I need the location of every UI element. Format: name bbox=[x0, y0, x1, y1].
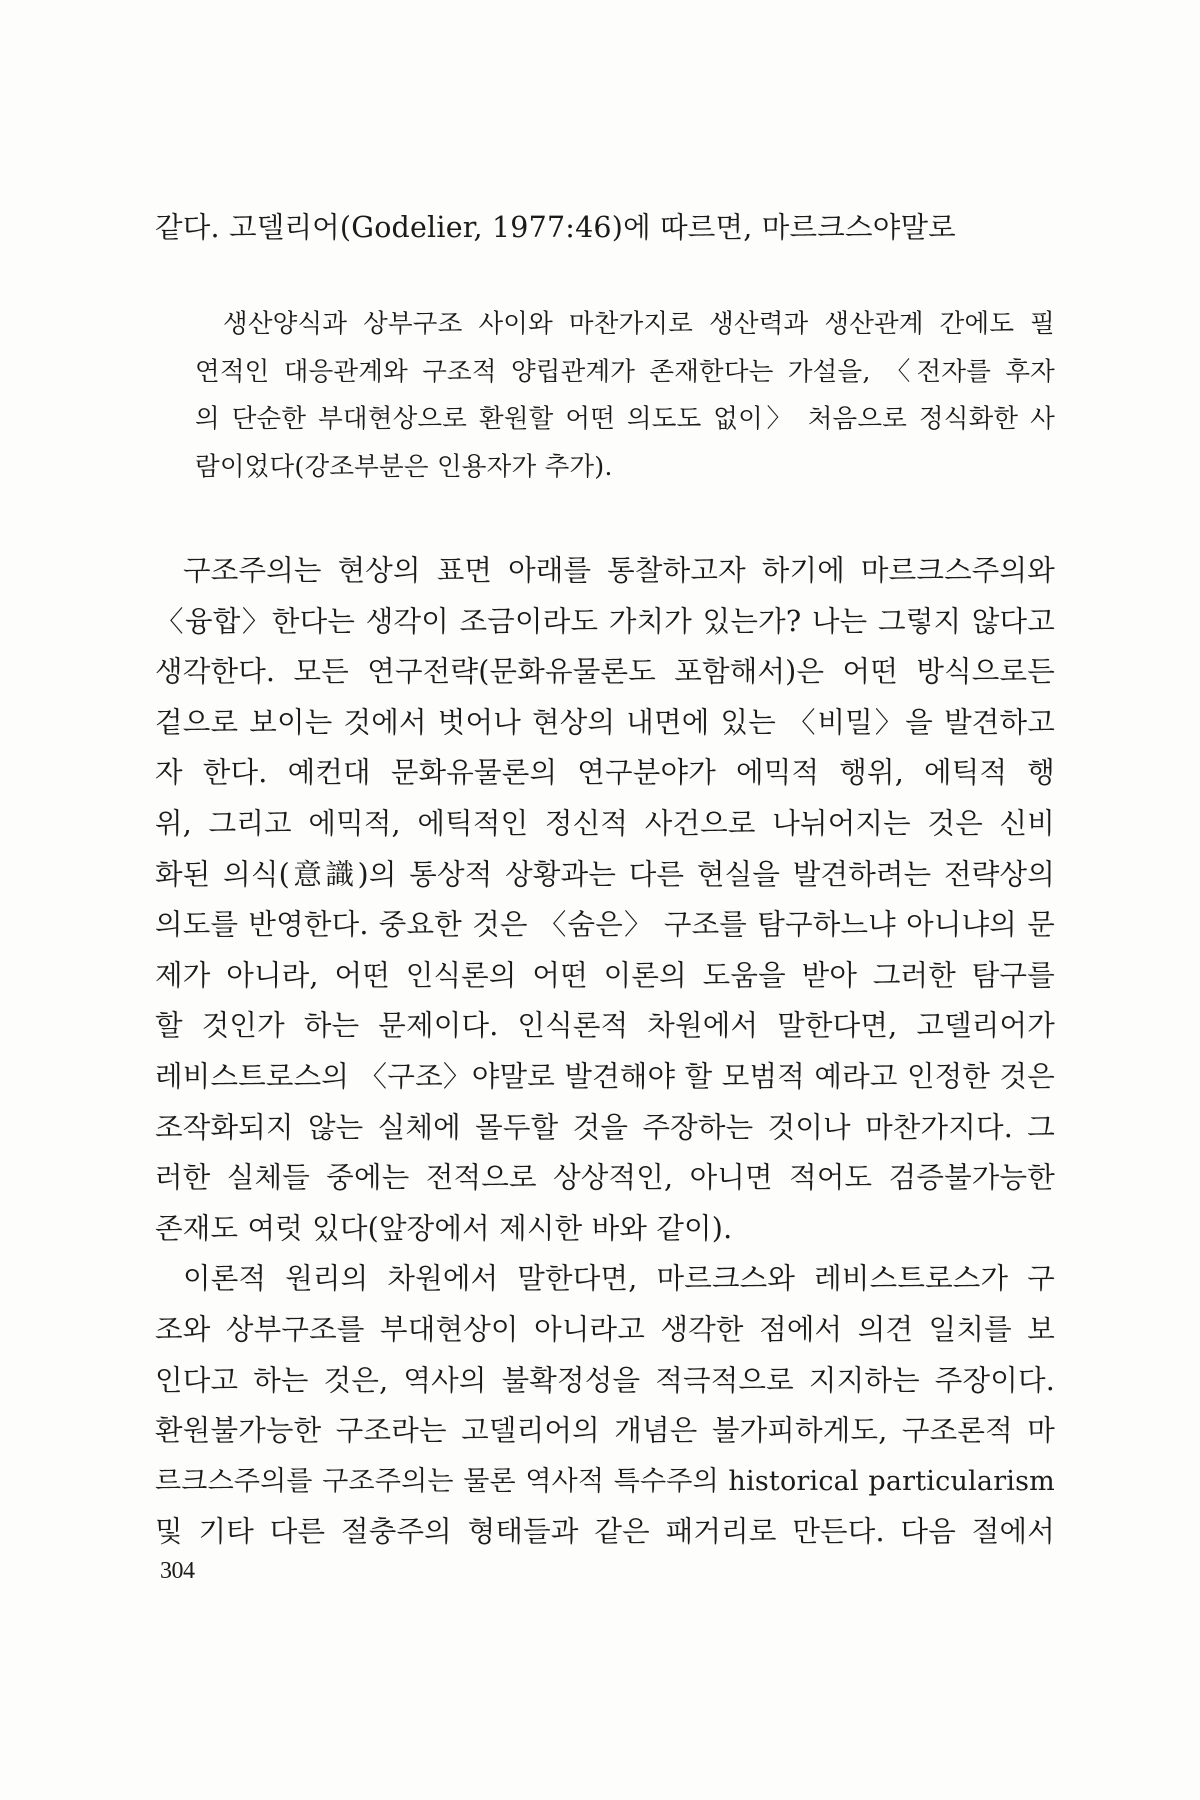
text-line: 존재도 여럿 있다(앞장에서 제시한 바와 같이). bbox=[155, 1211, 733, 1245]
text-line: 조작화되지 않는 실체에 몰두할 것을 주장하는 것이나 마찬가지다. 그 bbox=[155, 1110, 1055, 1144]
page-body bbox=[155, 205, 1055, 1558]
paragraph bbox=[155, 1254, 1055, 1558]
text-line: 이론적 원리의 차원에서 말한다면, 마르크스와 레비스트로스가 구 bbox=[183, 1262, 1055, 1296]
text-line: 제가 아니라, 어떤 인식론의 어떤 이론의 도움을 받아 그러한 탐구를 bbox=[155, 958, 1055, 992]
quote-line: 람이었다(강조부분은 인용자가 추가). bbox=[195, 451, 613, 482]
page-number: 304 bbox=[160, 1558, 195, 1584]
text-line: 생각한다. 모든 연구전략(문화유물론도 포함해서)은 어떤 방식으로든 bbox=[155, 655, 1055, 689]
text-line: 겉으로 보이는 것에서 벗어나 현상의 내면에 있는 〈비밀〉을 발견하고 bbox=[155, 705, 1055, 739]
text-line: 의도를 반영한다. 중요한 것은 〈숨은〉 구조를 탐구하느냐 아니냐의 문 bbox=[155, 908, 1055, 942]
quote-line: 의 단순한 부대현상으로 환원할 어떤 의도도 없이〉 처음으로 정식화한 사 bbox=[195, 404, 1055, 434]
text-line: 위, 그리고 에믹적, 에틱적인 정신적 사건으로 나뉘어지는 것은 신비 bbox=[155, 806, 1055, 840]
quote-line: 연적인 대응관계와 구조적 양립관계가 존재한다는 가설을, 〈전자를 후자 bbox=[195, 356, 1055, 387]
text-line: 레비스트로스의 〈구조〉야말로 발견해야 할 모범적 예라고 인정한 것은 bbox=[155, 1059, 1055, 1093]
text-line: 〈융합〉한다는 생각이 조금이라도 가치가 있는가? 나는 그렇지 않다고 bbox=[155, 604, 1055, 638]
text-line: 같다. 고델리어(Godelier, 1977:46)에 따르면, 마르크스야말로 bbox=[155, 211, 956, 244]
text-line: 할 것인가 하는 문제이다. 인식론적 차원에서 말한다면, 고델리어가 bbox=[155, 1009, 1055, 1043]
text-line: 화된 의식(意識)의 통상적 상황과는 다른 현실을 발견하려는 전략상의 bbox=[155, 857, 1055, 891]
text-line: 자 한다. 예컨대 문화유물론의 연구분야가 에믹적 행위, 에틱적 행 bbox=[155, 756, 1055, 790]
text-line: 구조주의는 현상의 표면 아래를 통찰하고자 하기에 마르크스주의와 bbox=[183, 554, 1055, 587]
text-line: 르크스주의를 구조주의는 물론 역사적 특수주의 historical particularism bbox=[155, 1465, 1055, 1497]
block-quote bbox=[195, 301, 1055, 491]
text-line: 및 기타 다른 절충주의 형태들과 같은 패거리로 만든다. 다음 절에서 bbox=[155, 1515, 1055, 1549]
text-line: 조와 상부구조를 부대현상이 아니라고 생각한 점에서 의견 일치를 보 bbox=[155, 1312, 1055, 1346]
text-line: 러한 실체들 중에는 전적으로 상상적인, 아니면 적어도 검증불가능한 bbox=[155, 1161, 1055, 1195]
text-line: 인다고 하는 것은, 역사의 불확정성을 적극적으로 지지하는 주장이다. bbox=[155, 1363, 1055, 1397]
text-line: 환원불가능한 구조라는 고델리어의 개념은 불가피하게도, 구조론적 마 bbox=[155, 1414, 1055, 1448]
quote-line: 생산양식과 상부구조 사이와 마찬가지로 생산력과 생산관계 간에도 필 bbox=[223, 309, 1055, 339]
paragraph bbox=[155, 546, 1055, 1254]
